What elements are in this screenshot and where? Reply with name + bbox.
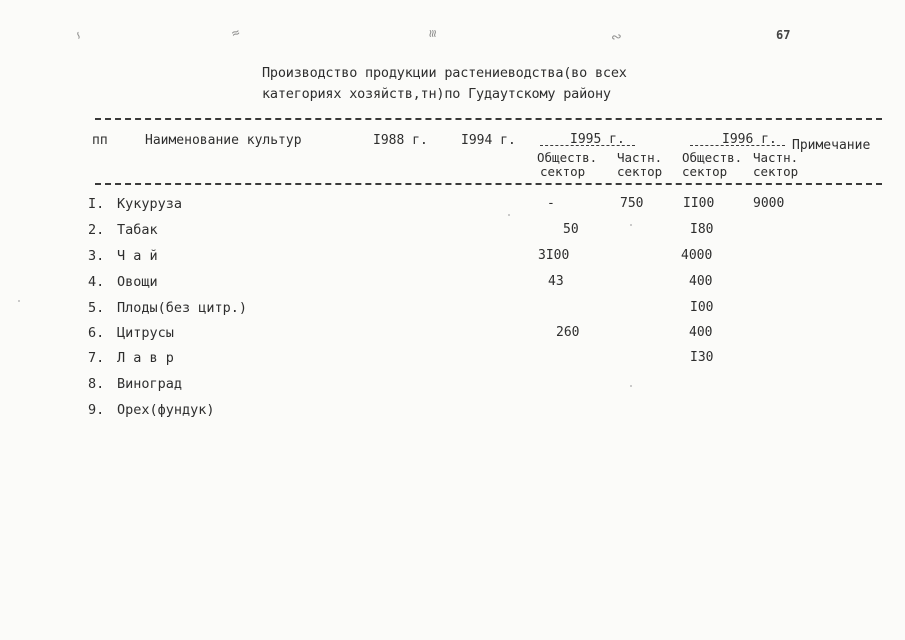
cell-1996-public: I80 <box>690 222 714 237</box>
subheader-public-1996: Обществ. сектор <box>682 150 743 179</box>
row-crop-name: Овощи <box>117 274 158 290</box>
cell-1995-public: 260 <box>556 325 580 340</box>
cell-1995-private: 750 <box>620 196 644 211</box>
page-number: 67 <box>776 28 791 42</box>
handwritten-mark: ∽ <box>69 30 86 41</box>
handwritten-mark: ∾ <box>609 29 624 46</box>
row-number: 5. <box>88 300 105 316</box>
row-number: I. <box>88 196 105 212</box>
header-bottom-rule <box>95 183 882 185</box>
row-crop-name: Плоды(без цитр.) <box>117 300 248 316</box>
header-1995: I995 г. <box>570 132 625 147</box>
row-number: 6. <box>88 325 105 341</box>
row-crop-name: Ч а й <box>117 248 158 264</box>
row-crop-name: Л а в р <box>117 350 174 366</box>
paper-speck <box>508 214 510 216</box>
header-name: Наименование культур <box>145 133 302 148</box>
subheader-private-1996: Частн. сектор <box>753 150 799 179</box>
header-1988: I988 г. <box>373 133 428 148</box>
handwritten-mark: ≋ <box>424 29 440 38</box>
header-1994: I994 г. <box>461 133 516 148</box>
row-number: 8. <box>88 376 105 392</box>
subheader-public-1995: Обществ. сектор <box>537 150 598 179</box>
cell-1995-public: 43 <box>548 274 564 289</box>
header-note: Примечание <box>792 138 871 153</box>
row-crop-name: Кукуруза <box>117 196 183 212</box>
cell-1996-public: 400 <box>689 325 713 340</box>
row-number: 2. <box>88 222 105 238</box>
row-number: 9. <box>88 402 105 418</box>
row-number: 7. <box>88 350 105 366</box>
cell-1996-private: 9000 <box>753 196 785 211</box>
cell-1996-public: I30 <box>690 350 714 365</box>
document-title-line1: Производство продукции растениеводства(во всех <box>262 65 627 81</box>
row-number: 3. <box>88 248 105 264</box>
cell-1996-public: 400 <box>689 274 713 289</box>
cell-1996-public: 4000 <box>681 248 713 263</box>
row-crop-name: Табак <box>117 222 158 238</box>
paper-speck <box>630 385 632 387</box>
row-crop-name: Виноград <box>117 376 183 392</box>
subheader-private-1995: Частн. сектор <box>617 150 663 179</box>
document-title-line2: категориях хозяйств,тн)по Гудаутскому району <box>262 86 611 102</box>
header-num: пп <box>92 133 108 148</box>
paper-speck <box>18 300 20 302</box>
handwritten-mark: ≈ <box>229 25 243 42</box>
cell-1995-public: 3I00 <box>538 248 570 263</box>
header-1996: I996 г. <box>722 132 777 147</box>
cell-1995-public: 50 <box>563 222 579 237</box>
cell-1996-public: II00 <box>683 196 715 211</box>
cell-1995-public: - <box>547 196 555 211</box>
header-top-rule <box>95 118 882 120</box>
paper-speck <box>630 224 632 226</box>
row-number: 4. <box>88 274 105 290</box>
cell-1996-public: I00 <box>690 300 714 315</box>
row-crop-name: Орех(фундук) <box>117 402 215 418</box>
row-crop-name: Цитрусы <box>117 325 174 341</box>
